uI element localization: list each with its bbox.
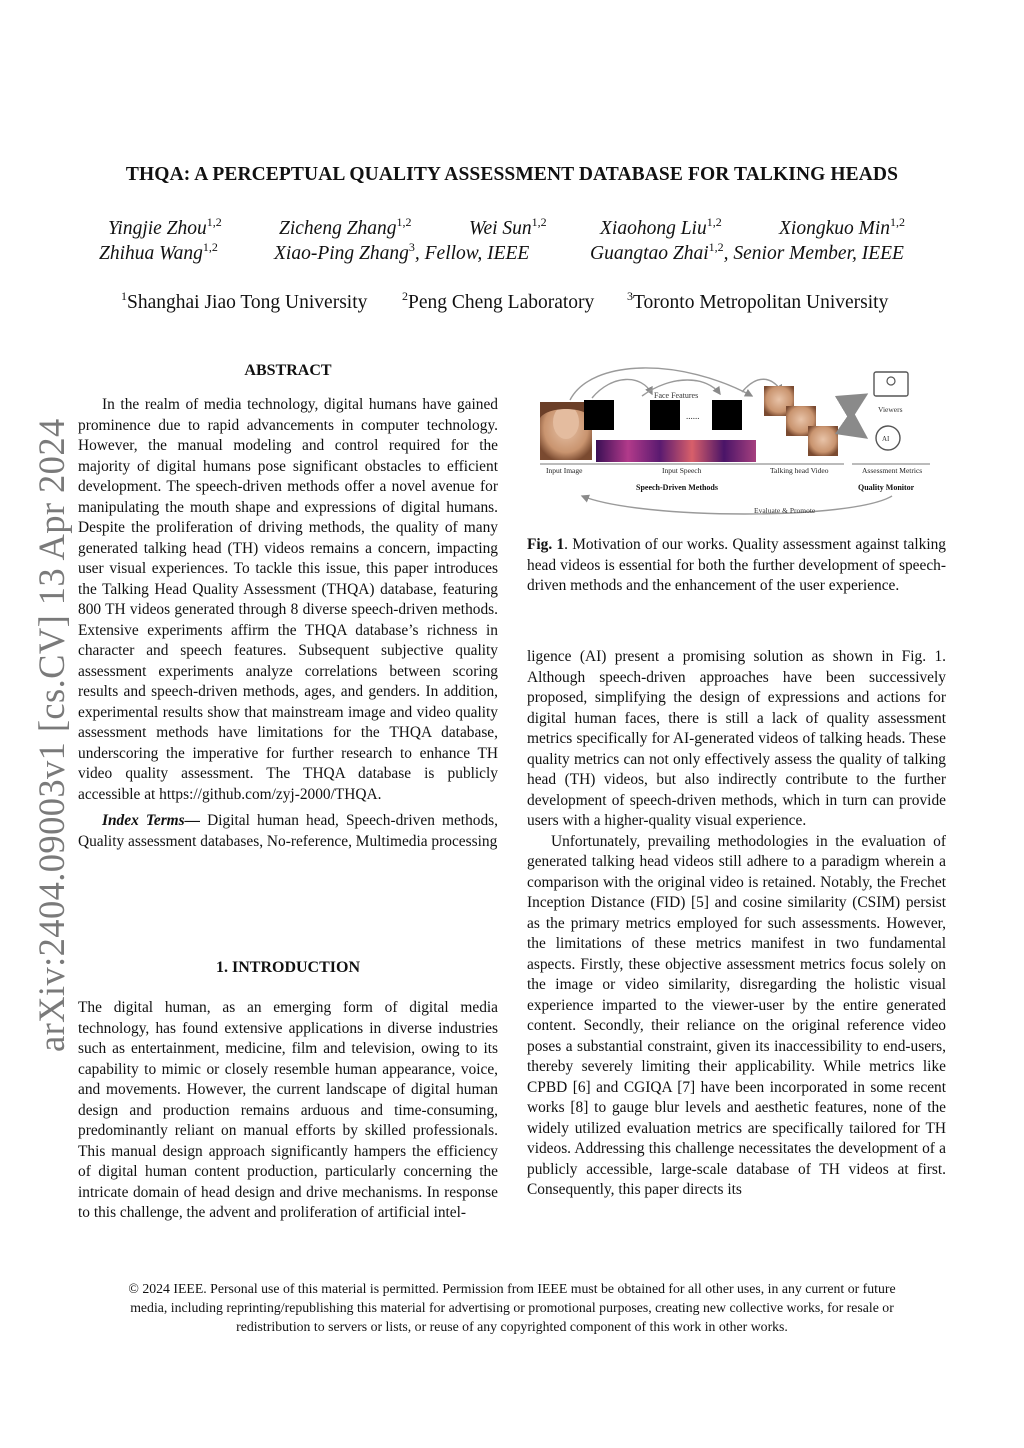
- speech-driven-methods-label: Speech-Driven Methods: [636, 483, 718, 492]
- author: Zhihua Wang$^{1,2}$: [99, 240, 218, 264]
- viewers-label: Viewers: [878, 405, 903, 414]
- figure-1-caption: Fig. 1. Motivation of our works. Quality assessment against talking head videos is essential for both the further development of speech-driven methods and the enhancement of the user experience.: [527, 536, 946, 594]
- talking-head-frame: [808, 426, 838, 456]
- paper-title: THQA: A PERCEPTUAL QUALITY ASSESSMENT DATABASE FOR TALKING HEADS: [125, 164, 899, 185]
- intro-paragraph: The digital human, as an emerging form of digital media technology, has found extensive applications in diverse industries such as entertainment, medicine, film and television, owing to its capability to mimic or closely resemble human appearance, voice, and movements. However, the current landscape of digital human design and production remains arduous and time-consuming, predominantly reliant on manual efforts by skilled professionals. This manual design approach significantly hampers the efficiency of digital human content production, particularly concerning the intricate domain of head design and drive mechanisms. In response to this challenge, the advent and proliferation of artificial intel-: [78, 999, 498, 1221]
- author: Xiaohong Liu$^{1,2}$: [600, 215, 722, 239]
- author: Xiongkuo Min$^{1,2}$: [779, 215, 906, 239]
- arxiv-sidebar-id: arXiv:2404.09003v1 [cs.CV] 13 Apr 2024: [31, 418, 72, 1052]
- right-column-body: [527, 647, 946, 1201]
- affiliation: $^3$Toronto Metropolitan University: [627, 289, 889, 313]
- face-features-label: Face Features: [654, 391, 699, 400]
- copyright-notice: © 2024 IEEE. Personal use of this material is permitted. Permission from IEEE must be obtained for all other uses, in any current or future media, including reprinting/republishing this material for advertising or promotional purposes, creating new collective works, for resale or redistribution to servers or lists, or reuse of any copyrighted component of this work in other works.: [128, 1281, 896, 1334]
- face-feature-frame: [712, 400, 742, 430]
- affiliation: $^2$Peng Cheng Laboratory: [402, 289, 595, 313]
- face-shape: [553, 405, 579, 439]
- abstract-text: In the realm of media technology, digital humans have gained prominence due to rapid advancements in computer technology. However, the manual modeling and control required for the majority of digital humans pose significant obstacles to efficient development. The speech-driven methods offer a novel avenue for manipulating the mouth shape and expressions of digital humans. Despite the proliferation of driving methods, the quality of many generated talking head (TH) videos remains a concern, impacting user visual experiences. To tackle this issue, this paper introduces the Talking Head Quality Assessment (THQA) database, featuring 800 TH videos generated through 8 diverse speech-driven methods. Extensive experiments affirm the THQA database’s richness in character and speech features. Subsequent subjective quality assessment experiments analyze correlations between scoring results and speech-driven methods, ages, and genders. In addition, experimental results show that mainstream image and video quality assessment methods have limitations for the THQA database, underscoring the imperative for further research to enhance TH video quality assessment. The THQA database is publicly accessible at https://github.com/zyj-2000/THQA.: [78, 396, 498, 803]
- author: Yingjie Zhou$^{1,2}$: [108, 215, 222, 239]
- author: Zicheng Zhang$^{1,2}$: [279, 215, 412, 239]
- to-metrics-arrow: [844, 422, 864, 436]
- affiliation: $^1$Shanghai Jiao Tong University: [121, 289, 368, 313]
- index-terms: Index Terms— Digital human head, Speech-driven methods, Quality assessment databases, No-reference, Multimedia processing: [78, 812, 498, 850]
- speech-spectrogram: [596, 440, 756, 462]
- author: Xiao-Ping Zhang$^3$, Fellow, IEEE: [274, 240, 530, 264]
- author: Guangtao Zhai$^{1,2}$, Senior Member, IEEE: [590, 240, 904, 264]
- ellipsis-label: ......: [686, 411, 700, 421]
- introduction-body: [78, 998, 498, 1224]
- talking-head-video-label: Talking head Video: [770, 466, 829, 475]
- abstract-body: [78, 395, 498, 852]
- face-feature-frame: [650, 400, 680, 430]
- input-image-label: Input Image: [546, 466, 583, 475]
- author: Wei Sun$^{1,2}$: [469, 215, 547, 239]
- intro-paragraph: ligence (AI) present a promising solution as shown in Fig. 1. Although speech-driven approaches have been successively proposed, simplifying the design of expressions and actions for digital human faces, there is still a lack of quality assessment metrics specifically for AI-generated videos of talking heads. These quality metrics can not only effectively assess the quality of talking head (TH) videos, but also indirectly contribute to the further development of speech-driven methods, which in turn can provide users with a higher-quality visual experience.: [527, 648, 946, 829]
- evaluate-promote-label: Evaluate & Promote: [754, 506, 816, 515]
- to-viewers-arrow: [844, 396, 864, 408]
- evaluate-promote-arrow: [582, 496, 892, 514]
- viewer-head-icon: [887, 377, 895, 385]
- quality-monitor-label: Quality Monitor: [858, 483, 915, 492]
- face-feature-frame: [584, 400, 614, 430]
- abstract-heading: ABSTRACT: [244, 362, 332, 379]
- intro-paragraph: Unfortunately, prevailing methodologies in the evaluation of generated talking head videos still adhere to a paradigm wherein a comparison with the original video is retained. Notably, the Frechet Inception Distance (FID) [5] and cosine similarity (CSIM) persist as the primary metrics employed for such assessments. However, the limitations of these metrics manifest in two fundamental aspects. Firstly, these objective assessment metrics focus solely on the image or video similarity, disregarding the holistic visual experience imparted to the viewer-user by the entire generated content. Secondly, their reliance on the original reference video poses a substantial constraint, given its inaccessibility to end-users, thereby severely limiting their applicability. While metrics like CPBD [6] and CGIQA [7] have been incorporated in some recent works [8] to gauge blur levels and aesthetic features, none of the widely utilized evaluation metrics are specifically tailored for TH videos. Addressing this challenge necessitates the development of a publicly accessible, large-scale database of TH videos at first. Consequently, this paper directs its: [527, 832, 946, 1198]
- monitor-icon: [874, 372, 908, 396]
- figure-1: [532, 356, 946, 520]
- assessment-metrics-label: Assessment Metrics: [862, 466, 923, 475]
- input-speech-label: Input Speech: [662, 466, 702, 475]
- ai-badge: AI: [882, 435, 890, 443]
- introduction-heading: 1. INTRODUCTION: [215, 959, 360, 976]
